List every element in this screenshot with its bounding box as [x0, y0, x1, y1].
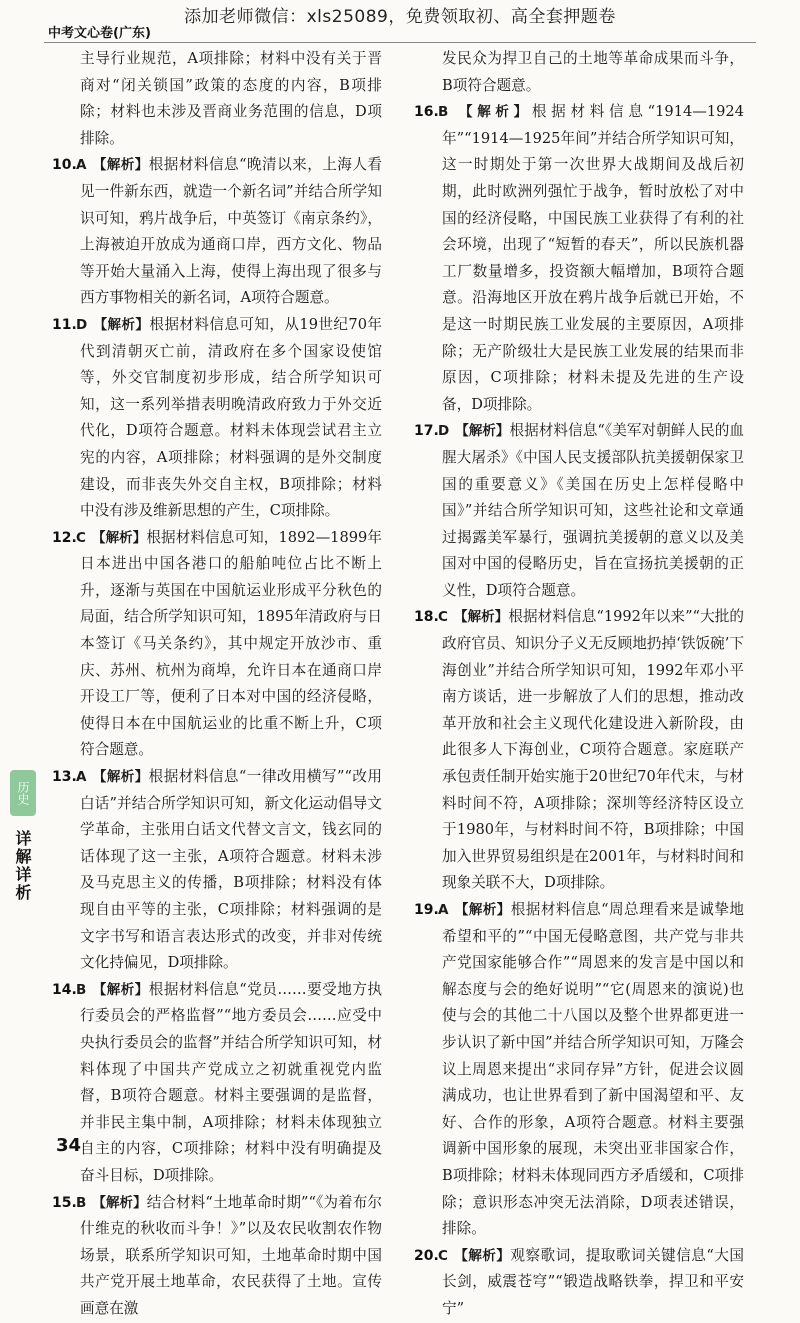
subject-tab: 历史 [10, 770, 36, 816]
left-carryover-text: 主导行业规范，A项排除；材料中没有关于晋商对“闭关锁国”政策的态度的内容，B项排除；材料也未涉及晋商业务范围的信息，D项排除。 [80, 50, 382, 147]
analysis-text: 根据材料信息可知，从19世纪70年代到清朝灭亡前，清政府在多个国家设使馆等，外交官制度初步形成，结合所学知识可知，这一系列举措表明晚清政府致力于外交近代化，D项符合题意。材料未体现尝试君主立宪的内容，A项排除；材料强调的是外交制度建设，而非丧失外交自主权，B项排除；材料中没有涉及维新思想的产生，C项排除。 [80, 315, 382, 520]
question-number: 14. [52, 981, 77, 998]
answer-letter: A [76, 157, 87, 174]
answer-entry-16 [414, 99, 744, 418]
question-number: 13. [52, 769, 77, 786]
answer-entry-19 [414, 897, 744, 1243]
answer-letter: C [438, 1247, 448, 1264]
watermark-banner: 添加老师微信：xls25089，免费领取初、高全套押题卷 [184, 7, 616, 27]
analysis-text: 根据材料信息“1914—1924年”“1914—1925年间”并结合所学知识可知，这一时期处于第一次世界大战期间及战后初期，此时欧洲列强忙于战争，暂时放松了对中国的经济侵略，中国民族工业获得了有利的社会环境，出现了“短暂的春天”，所以民族机器工厂数量增多，投资额大幅增加，B项符合题意。沿海地区开放在鸦片战争后就已开始，不是这一时期民族工业发展的主要原因，A项排除；无产阶级壮大是民族工业发展的结果而非原因，C项排除；材料未提及先进的生产设备，D项排除。 [442, 103, 744, 413]
question-number: 15. [52, 1194, 77, 1211]
analysis-tag: 【解析】 [91, 529, 147, 546]
page-number: 34 [56, 1135, 82, 1156]
analysis-tag: 【解析】 [93, 316, 150, 333]
answer-entry-15 [52, 1190, 382, 1323]
answer-letter: A [76, 769, 87, 786]
question-number: 19. [414, 902, 439, 918]
question-number: 16. [414, 104, 439, 121]
question-number: 17. [414, 423, 439, 440]
answer-letter: C [438, 609, 448, 626]
answer-entry-13 [52, 764, 382, 977]
analysis-text: 根据材料信息“一律改用横写”“改用白话”并结合所学知识可知，新文化运动倡导文学革命，主张用白话文代替文言文，钱玄同的话体现了这一主张，A项符合题意。材料未涉及马克思主义的传播，B项排除；材料没有体现自由平等的主张，C项排除；材料强调的是文字书写和语言表达形式的改变，并非对传统文化持偏见，D项排除。 [80, 768, 383, 972]
analysis-text: 根据材料信息可知，1892—1899年日本进出中国各港口的船舶吨位占比不断上升，逐渐与英国在中国航运业形成平分秋色的局面，结合所学知识可知，1895年清政府与日本签订《马关条约》，其中规定开放沙市、重庆、苏州、杭州为商埠，允许日本在通商口岸开设工厂等，便利了日本对中国的经济侵略，使得日本在中国航运业的比重不断上升，C项符合题意。 [80, 528, 382, 759]
header-brand: 中考文心卷(广东) [48, 26, 151, 41]
analysis-tag: 【解析】 [92, 769, 149, 786]
analysis-tag: 【解析】 [454, 902, 511, 918]
answer-letter: B [76, 981, 87, 998]
analysis-tag: 【解析】 [453, 609, 509, 626]
answer-entry-11 [52, 312, 382, 525]
analysis-text: 根据材料信息“周总理看来是诚挚地希望和平的”“中国无侵略意图，共产党与非共产党国家能够合作”“周恩来的发言是中国以和解态度与会的绝好说明”“它(周恩来的演说)也使与会的其他二十八国以及整个世界都更进一步认识了新中国”并结合所学知识可知，万隆会议上周恩来提出“求同存异”方针，促进会议圆满成功，也让世界看到了新中国渴望和平、友好、合作的形象，A项符合题意。材料主要强调新中国形象的展现，未突出亚非国家合作，B项排除；材料未体现同西方矛盾缓和，C项排除；意识形态冲突无法消除，D项表述错误，排除。 [442, 901, 744, 1238]
answer-entry-20 [414, 1243, 744, 1323]
answer-entry-18 [414, 604, 744, 897]
answer-letter: D [76, 316, 88, 333]
answer-entry-10 [52, 152, 382, 312]
answer-entry-14 [52, 977, 382, 1190]
analysis-text: 结合材料“土地革命时期”“《为着布尔什维克的秋收而斗争！》”以及农民收割农作物场景，联系所学知识可知，土地革命时期中国共产党开展土地革命，农民获得了土地。宣传画意在激 [80, 1193, 382, 1317]
analysis-text: 观察歌词，提取歌词关键信息“大国长剑，威震苍穹”“锻造战略铁拳，捍卫和平安宁” [442, 1246, 745, 1317]
question-number: 18. [414, 609, 439, 626]
analysis-text: 根据材料信息“党员……要受地方执行委员会的严格监督”“地方委员会……应受中央执行委员会的监督”并结合所学知识可知，材料体现了中国共产党成立之初就重视党内监督，B项符合题意。材料主要强调的是监督，并非民主集中制，A项排除；材料未体现独立自主的内容，C项排除；材料中没有明确提及奋斗目标，D项排除。 [80, 980, 383, 1184]
left-column [52, 46, 382, 1323]
analysis-tag: 【解析】 [92, 981, 149, 998]
answer-entry-17 [414, 418, 744, 604]
answer-letter: B [76, 1194, 87, 1211]
analysis-tag: 【解析】 [92, 1194, 147, 1211]
section-label: 详解详析 [13, 830, 32, 902]
answer-letter: D [438, 423, 450, 440]
question-number: 11. [52, 316, 77, 333]
analysis-tag: 【解析】 [92, 157, 149, 174]
answer-letter: C [76, 529, 86, 546]
question-number: 20. [414, 1247, 439, 1264]
analysis-tag: 【解析】 [454, 104, 532, 121]
analysis-text: 根据材料信息“晚清以来，上海人看见一件新东西，就造一个新名词”并结合所学知识可知，鸦片战争后，中英签订《南京条约》，上海被迫开放成为通商口岸，西方文化、物品等开始大量涌入上海，使得上海出现了很多与西方事物相关的新名词，A项符合题意。 [80, 156, 382, 307]
analysis-text: 根据材料信息“《美军对朝鲜人民的血腥大屠杀》《中国人民支援部队抗美援朝保家卫国的重要意义》《美国在历史上怎样侵略中国》”并结合所学知识可知，这些社论和文章通过揭露美军暴行，强调抗美援朝的意义以及美国对中国的侵略历史，旨在宣扬抗美援朝的正义性，D项符合题意。 [442, 422, 744, 599]
analysis-tag: 【解析】 [455, 423, 510, 440]
header-divider [44, 42, 756, 43]
analysis-tag: 【解析】 [453, 1247, 511, 1264]
right-column [414, 46, 744, 1323]
question-number: 12. [52, 529, 77, 546]
question-number: 10. [52, 157, 77, 174]
answer-letter: A [438, 902, 449, 918]
right-carryover-text: 发民众为捍卫自己的土地等革命成果而斗争，B项符合题意。 [442, 50, 744, 94]
answer-letter: B [438, 104, 449, 121]
answer-entry-12 [52, 525, 382, 764]
analysis-text: 根据材料信息“1992年以来”“大批的政府官员、知识分子义无反顾地扔掉‘铁饭碗’下海创业”并结合所学知识可知，1992年邓小平南方谈话，进一步解放了人们的思想，推动改革开放和社会主义现代化建设进入新阶段，由此很多人下海创业，C项符合题意。家庭联产承包责任制开始实施于20世纪70年代末，与材料时间不符，A项排除；深圳等经济特区设立于1980年，与材料时间不符，B项排除；中国加入世界贸易组织是在2001年，与材料时间和现象关联不大，D项排除。 [442, 608, 745, 892]
